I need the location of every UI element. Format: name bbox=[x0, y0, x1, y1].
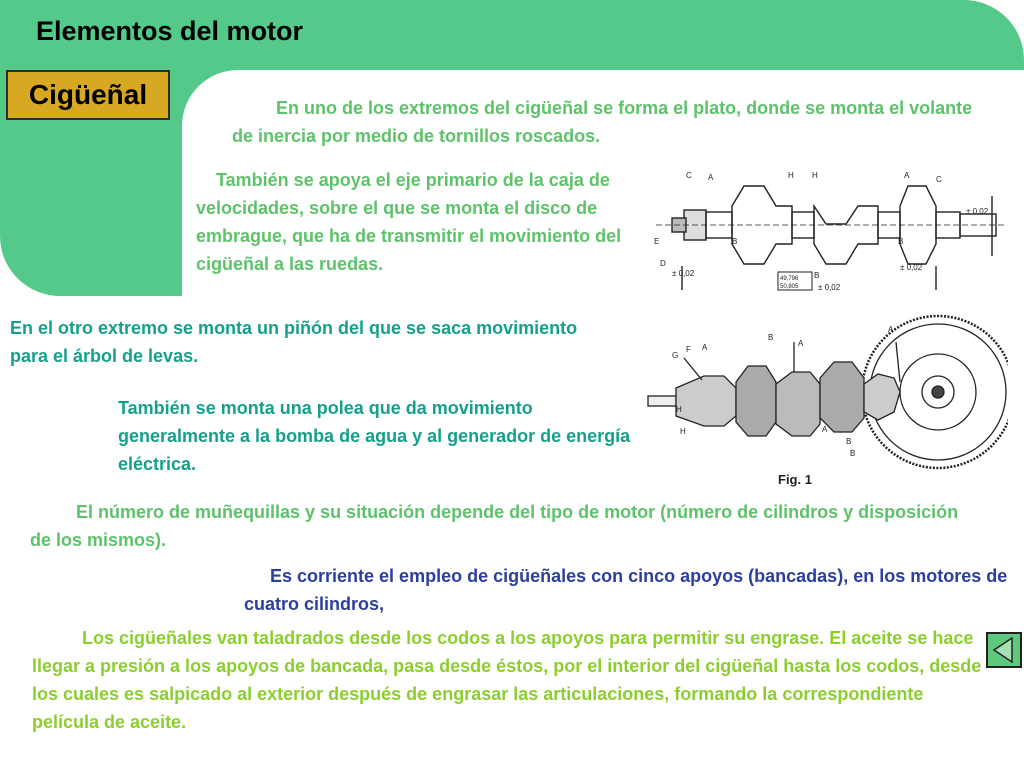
crankshaft-flywheel-drawing bbox=[644, 312, 1008, 492]
tolerance-right: ± 0,02 bbox=[900, 263, 923, 272]
label-h-4: H bbox=[680, 427, 686, 436]
label-a-2: A bbox=[904, 171, 910, 180]
label-a-5: A bbox=[888, 325, 894, 334]
paragraph-eje-primario: También se apoya el eje primario de la caja de velocidades, sobre el que se monta el disco de embrague, que ha de transmitir el movimiento del cigüeñal a las ruedas. bbox=[196, 170, 622, 274]
back-button[interactable] bbox=[986, 632, 1022, 668]
paragraph-polea: También se monta una polea que da movimiento generalmente a la bomba de agua y al generador de energía eléctrica. bbox=[118, 398, 631, 474]
label-g: G bbox=[672, 351, 679, 360]
label-b: B bbox=[732, 237, 738, 246]
label-c: C bbox=[686, 171, 692, 180]
dimension-top: 49,796 bbox=[780, 276, 799, 282]
paragraph-apoyos: Es corriente el empleo de cigüeñales con cinco apoyos (bancadas), en los motores de cuatro cilindros, bbox=[244, 566, 1008, 614]
label-h: H bbox=[788, 171, 794, 180]
label-f: F bbox=[686, 345, 691, 354]
label-c-2: C bbox=[936, 175, 942, 184]
paragraph-munequillas: El número de muñequillas y su situación depende del tipo de motor (número de cilindros y disposición de los mismos). bbox=[30, 502, 959, 550]
label-a-6: A bbox=[822, 425, 828, 434]
label-h-3: H bbox=[676, 405, 682, 414]
dimension-bottom: 50,805 bbox=[780, 284, 799, 290]
paragraph-plato: En uno de los extremos del cigüeñal se forma el plato, donde se monta el volante de inercia por medio de tornillos roscados. bbox=[232, 98, 973, 146]
paragraph-engrase: Los cigüeñales van taladrados desde los codos a los apoyos para permitir su engrase. El aceite se hace llegar a presión a los apoyos de bancada, pasa desde éstos, por el interior del cigüeñal hasta los codos, desde los cuales es salpicado al exterior después de engrasar las articulaciones, formando la correspondiente película de aceite. bbox=[32, 628, 982, 732]
paragraph-pinon: En el otro extremo se monta un piñón del que se saca movimiento para el árbol de levas. bbox=[10, 318, 578, 366]
back-arrow-icon bbox=[988, 634, 1020, 666]
label-a-4: A bbox=[798, 339, 804, 348]
label-b-3: B bbox=[898, 237, 904, 246]
label-b-5: B bbox=[846, 437, 852, 446]
label-a: A bbox=[708, 173, 714, 182]
label-e: E bbox=[654, 237, 660, 246]
tolerance-side: ± 0,02 bbox=[966, 207, 989, 216]
label-b-2: B bbox=[814, 271, 820, 280]
crankshaft-dimension-drawing bbox=[646, 166, 1016, 298]
figure-caption: Fig. 1 bbox=[778, 472, 812, 487]
section-label: Cigüeñal bbox=[6, 70, 170, 120]
tolerance-left: ± 0,02 bbox=[672, 269, 695, 278]
tolerance-bottom: ± 0,02 bbox=[818, 283, 841, 292]
label-h-2: H bbox=[812, 171, 818, 180]
label-d: D bbox=[660, 259, 666, 268]
label-b-4: B bbox=[768, 333, 774, 342]
page-title: Elementos del motor bbox=[36, 16, 304, 46]
label-b-6: B bbox=[850, 449, 856, 458]
label-a-3: A bbox=[702, 343, 708, 352]
